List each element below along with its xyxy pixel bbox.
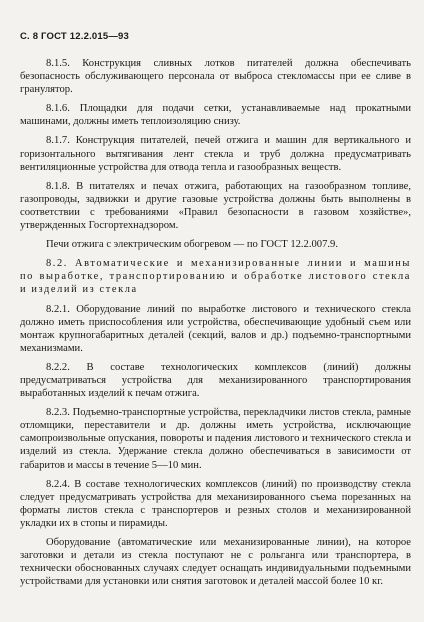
section-heading-8-2: 8.2. Автоматические и механизированные линии и машины по выработке, транспортированию и обработке листового стекла и изделий из стекла (20, 258, 411, 296)
paragraph-8-1-7: 8.1.7. Конструкция питателей, печей отжига и машин для вертикального и горизонтального вытягивания лент стекла и труб должна предусматривать вентиляционные устройства для отвода тепла и газообразных веществ. (20, 135, 411, 173)
paragraph-8-2-4: 8.2.4. В составе технологических комплексов (линий) по производству стекла следует предусматривать устройства для механизированного съема порезанных на форматы листов стекла с транспортеров и резных столов и механизированной укладки их в стопы и пирамиды. (20, 478, 411, 529)
document-body (20, 57, 411, 594)
paragraph-electric-furnaces: Печи отжига с электрическим обогревом — по ГОСТ 12.2.007.9. (46, 239, 338, 251)
paragraph-8-2-3: 8.2.3. Подъемно-транспортные устройства, перекладчики листов стекла, рамные отломщики, переставители и др. должны иметь устройства, исключающие самопроизвольные опускания, повороты и падения листового и технического стекла и изделий из стекла. Удержание стекла должно обеспечиваться в зависимости от габаритов и массы в течение 5—10 мин. (20, 407, 411, 471)
paragraph-8-1-8: 8.1.8. В питателях и печах отжига, работающих на газообразном топливе, газопроводы, задвижки и другие газовые устройства должны быть выполнены в соответствии с требованиями «Правил безопасности в газовом хозяйстве», утвержденных Госгортехнадзором. (20, 180, 411, 232)
paragraph-8-2-1: 8.2.1. Оборудование линий по выработке листового и технического стекла должно иметь приспособления или устройства, обеспечивающие удобный съем или монтаж крупногабаритных деталей (секций, валов и др.) подъемно-транспортными механизмами. (20, 303, 411, 354)
paragraph-8-1-5: 8.1.5. Конструкция сливных лотков питателей должна обеспечивать безопасность обслуживающего персонала от выброса стекломассы при ее сливе в гранулятор. (20, 58, 411, 96)
paragraph-equipment-lifting: Оборудование (автоматические или механизированные линии), на которое заготовки и детали из стекла поступают не с рольганга или транспортера, в технически обоснованных случаях следует оснащать индивидуальными подъемными устройствами для установки или снятия заготовок и деталей массой более 10 кг. (20, 537, 411, 588)
page-header: С. 8 ГОСТ 12.2.015—93 (20, 31, 130, 42)
paragraph-8-2-2: 8.2.2. В составе технологических комплексов (линий) должны предусматриваться устройства для механизированного транспортирования выработанных изделий к печам отжига. (20, 361, 411, 400)
paragraph-8-1-6: 8.1.6. Площадки для подачи сетки, устанавливаемые над прокатными машинами, должны иметь теплоизоляцию снизу. (20, 103, 411, 128)
